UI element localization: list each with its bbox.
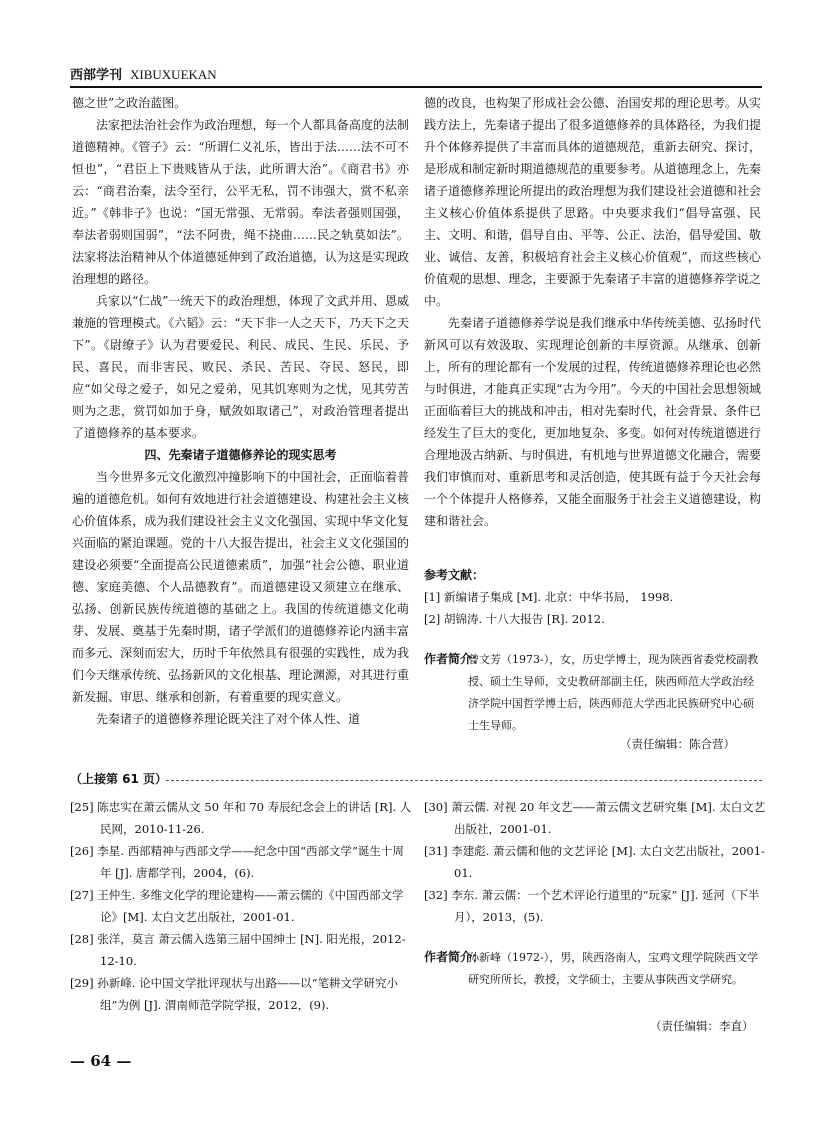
page-number: — 64 — bbox=[70, 1052, 132, 1070]
continued-references-right bbox=[424, 796, 769, 928]
author-bio-label: 作者简介： bbox=[424, 652, 485, 666]
reference-item: [2] 胡锦涛. 十八大报告 [R]. 2012. bbox=[424, 612, 605, 626]
reference-item: [31] 李建彪. 萧云儒和他的文艺评论 [M]. 太白文艺出版社，2001-01. bbox=[424, 844, 765, 880]
section-heading: 四、先秦诸子道德修养论的现实思考 bbox=[144, 448, 337, 462]
continuation-label: （上接第 61 页） bbox=[70, 772, 168, 786]
reference-item: [30] 萧云儒. 对视 20 年文艺——萧云儒文艺研究集 [M]. 太白文艺出版社，2001-01. bbox=[424, 800, 766, 836]
paragraph: 德的改良，也构架了形成社会公德、治国安邦的理论思考。从实践方法上，先秦诸子提出了很多道德修养的具体路径，为我们提升个体修养提供了丰富而具体的道德规范，重新去研究、探讨，是形成和制定新时期道德规范的重要参考。从道德理念上，先秦诸子道德修养理论所提出的政治理想为我们建设社会道德和社会主义核心价值体系提供了思路。中央要求我们“倡导富强、民主、文明、和谐，倡导自由、平等、公正、法治，倡导爱国、敬业、诚信、友善，积极培育社会主义核心价值观”，而这些核心价值观的思想、理念，主要源于先秦诸子丰富的道德修养学说之中。 bbox=[424, 96, 761, 308]
author-bio bbox=[424, 648, 764, 737]
right-column bbox=[424, 92, 761, 532]
reference-item: [1] 新编诸子集成 [M]. 北京：中华书局， 1998. bbox=[424, 590, 674, 604]
paragraph: 德之世”之政治蓝图。 bbox=[72, 96, 187, 110]
references-title: 参考文献： bbox=[424, 568, 485, 582]
header-rule bbox=[70, 86, 762, 88]
reference-item: [27] 王仲生. 多维文化学的理论建构——萧云儒的《中国西部文学论》[M]. 太白文艺出版社，2001-01. bbox=[70, 888, 404, 924]
author-bio-2 bbox=[424, 946, 769, 991]
paragraph: 先秦诸子的道德修养理论既关注了对个体人性、道 bbox=[96, 712, 361, 726]
author-bio-label: 作者简介： bbox=[424, 950, 485, 964]
reference-item: [32] 李东. 萧云儒：一个艺术评论行道里的“玩家” [J]. 延河（下半月），2013，(5). bbox=[424, 888, 760, 924]
journal-name-en: XIBUXUEKAN bbox=[130, 67, 217, 82]
responsible-editor: （责任编辑：李直） bbox=[650, 1019, 754, 1033]
author-bio-text: 孙新峰（1972-），男，陕西洛南人，宝鸡文理学院陕西文学研究所所长，教授，文学硕士，主要从事陕西文学研究。 bbox=[468, 951, 759, 986]
paragraph: 当今世界多元文化激烈冲撞影响下的中国社会，正面临着普遍的道德危机。如何有效地进行社会道德建设、构建社会主义核心价值体系，成为我们建设社会主义文化强国、实现中华文化复兴面临的紧迫课题。党的十八大报告提出，社会主义文化强国的建设必须要“全面提高公民道德素质”，加强“社会公德、职业道德、家庭美德、个人品德教育”。而道德建设又须建立在继承、弘扬、创新民族传统道德的基础之上。我国的传统道德文化萌芽、发展、奠基于先秦时期，诸子学派们的道德修养论内涵丰富而多元、深刻而宏大，历时千年依然具有很强的实践性，成为我们今天继承传统、弘扬新风的文化根基、理论渊源，对其进行重新发掘、审思、继承和创新，有着重要的现实意义。 bbox=[72, 470, 409, 704]
reference-item: [26] 李星. 西部精神与西部文学——纪念中国“西部文学”诞生十周年 [J]. 唐都学刊，2004，(6). bbox=[70, 844, 404, 880]
author-bio-text: 曾文芳（1973-），女，历史学博士，现为陕西省委党校副教授、硕士生导师，文史教研部副主任，陕西师范大学政治经济学院中国哲学博士后，陕西师范大学西北民族研究中心硕士生导师。 bbox=[468, 653, 759, 732]
paragraph: 先秦诸子道德修养学说是我们继承中华传统美德、弘扬时代新风可以有效汲取、实现理论创新的丰厚资源。从继承、创新上，所有的理论都有一个发展的过程，传统道德修养理论也必然与时俱进，才能真正实现“古为今用”。今天的中国社会思想领域正面临着巨大的挑战和冲击，相对先秦时代，社会背景、条件已经发生了巨大的变化，更加地复杂、多变。如何对传统道德进行合理地汲古纳新、与时俱进，有机地与世界道德文化融合，需要我们审慎而对、重新思考和灵活创造，使其既有益于今天社会每一个个体提升人格修养，又能全面服务于社会主义道德建设，构建和谐社会。 bbox=[424, 316, 761, 528]
journal-name-cn: 西部学刊 bbox=[70, 68, 123, 83]
continued-references-left bbox=[70, 796, 415, 1016]
running-header bbox=[70, 64, 760, 82]
continuation-rule bbox=[166, 780, 762, 781]
responsible-editor: （责任编辑：陈合营） bbox=[620, 737, 735, 751]
reference-item: [28] 张洋，莫言 萧云儒入选第三届中国绅士 [N]. 阳光报，2012-12-10. bbox=[70, 932, 406, 968]
left-column bbox=[72, 92, 409, 730]
paragraph: 兵家以“仁战”一统天下的政治理想，体现了文武并用、恩威兼施的管理模式。《六韬》云：“天下非一人之天下，乃天下之天下”。《尉缭子》认为君要爱民、利民、成民、生民、乐民、予民、喜民，而非害民、败民、杀民、苦民、夺民、怒民，即应“如父母之爱子，如兄之爱弟，见其饥寒则为之忧，见其劳苦则为之悲，赏罚如加于身，赋敛如取诸己”，对政治管理者提出了道德修养的基本要求。 bbox=[72, 294, 409, 440]
reference-item: [25] 陈忠实在萧云儒从文 50 年和 70 寿辰纪念会上的讲话 [R]. 人民网，2010-11-26. bbox=[70, 800, 412, 836]
references-list bbox=[424, 586, 764, 630]
reference-item: [29] 孙新峰. 论中国文学批评现状与出路——以“笔耕文学研究小组”为例 [J]. 渭南师范学院学报，2012，(9). bbox=[70, 976, 398, 1012]
paragraph: 法家把法治社会作为政治理想，每一个人都具备高度的法制道德精神。《管子》云：“所谓仁义礼乐，皆出于法……法不可不恒也”，“君臣上下贵贱皆从于法，此所谓大治”。《商君书》亦云：“商君治秦，法令至行，公平无私，罚不讳强大，赏不私亲近。”《韩非子》也说：“国无常强、无常弱。奉法者强则国强，奉法者弱则国弱”，“法不阿贵，绳不挠曲……民之轨莫如法”。法家将法治精神从个体道德延伸到了政治道德，认为这是实现政治理想的路径。 bbox=[72, 118, 409, 286]
